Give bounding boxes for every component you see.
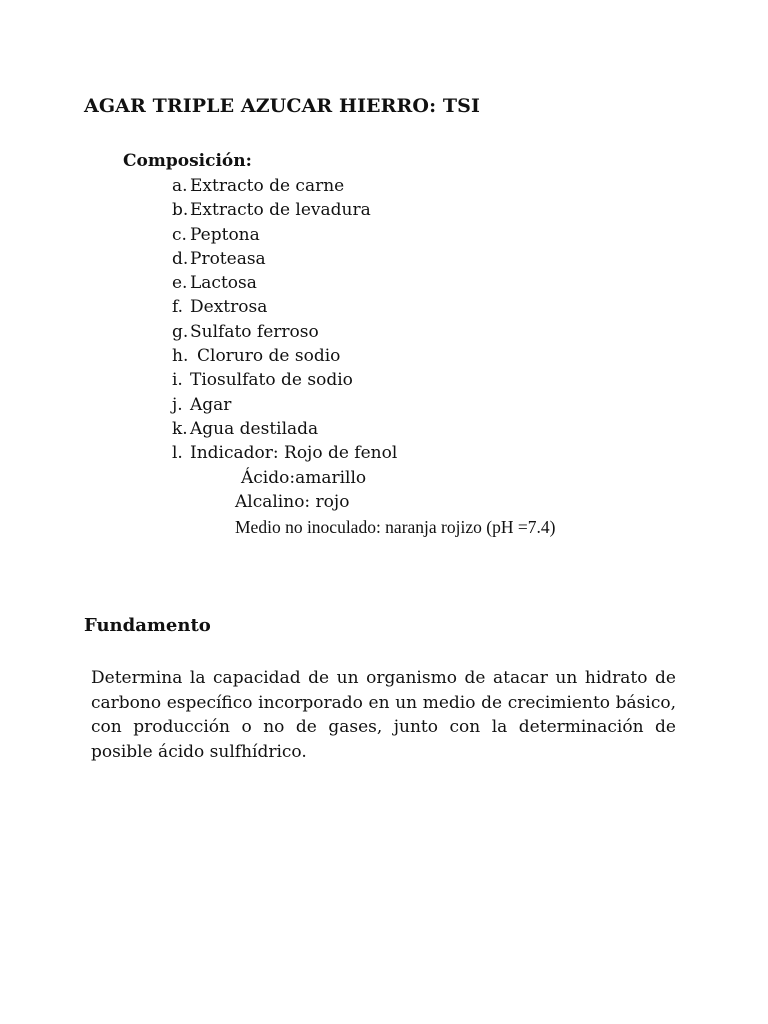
list-item xyxy=(172,295,397,319)
document-title: AGAR TRIPLE AZUCAR HIERRO: TSI xyxy=(84,95,480,117)
indicator-detail-uninoculated: Medio no inoculado: naranja rojizo (pH =7.4) xyxy=(235,516,556,537)
list-marker: c. xyxy=(172,224,187,245)
list-marker: i. xyxy=(172,370,183,391)
list-item-text: Agua destilada xyxy=(190,418,319,439)
list-marker: h. xyxy=(172,346,189,367)
list-marker: l. xyxy=(172,443,183,464)
list-item xyxy=(172,417,397,441)
indicator-details-list xyxy=(235,466,555,539)
fundamento-heading: Fundamento xyxy=(84,615,211,636)
list-item xyxy=(172,247,397,271)
list-item-text: Sulfato ferroso xyxy=(190,321,319,342)
list-item xyxy=(172,393,397,417)
list-marker: j. xyxy=(172,394,183,415)
list-item xyxy=(172,198,397,222)
list-item-text: Cloruro de sodio xyxy=(197,346,341,367)
list-marker: b. xyxy=(172,200,189,221)
fundamento-paragraph: Determina la capacidad de un organismo de atacar un hidrato de carbono específico incorporado en un medio de crecimiento básico, con producción o no de gases, junto con la determinación de posible ácido sulfhídrico. xyxy=(91,668,676,762)
list-item xyxy=(172,174,397,198)
list-item xyxy=(172,368,397,392)
list-marker: d. xyxy=(172,248,189,269)
list-item-text: Lactosa xyxy=(190,273,257,294)
list-item xyxy=(172,320,397,344)
list-marker: f. xyxy=(172,297,184,318)
composition-list xyxy=(172,174,397,466)
list-marker: e. xyxy=(172,273,188,294)
list-marker: g. xyxy=(172,321,189,342)
list-item xyxy=(172,223,397,247)
list-item xyxy=(172,441,397,465)
list-item-text: Dextrosa xyxy=(190,297,268,318)
list-marker: k. xyxy=(172,418,188,439)
list-item-text: Agar xyxy=(190,394,232,415)
list-item xyxy=(172,344,397,368)
indicator-detail-acid: Ácido:amarillo xyxy=(241,468,367,488)
list-item-text: Peptona xyxy=(190,224,260,245)
list-item-text: Extracto de levadura xyxy=(190,200,371,221)
indicator-detail-alkaline: Alcalino: rojo xyxy=(235,492,350,513)
list-item-text: Proteasa xyxy=(190,248,266,269)
list-item-text: Extracto de carne xyxy=(190,176,345,196)
composition-heading: Composición: xyxy=(123,151,252,171)
list-marker: a. xyxy=(172,176,188,196)
list-item xyxy=(172,271,397,295)
list-item-text: Tiosulfato de sodio xyxy=(190,370,353,391)
list-item-text: Indicador: Rojo de fenol xyxy=(190,443,398,464)
